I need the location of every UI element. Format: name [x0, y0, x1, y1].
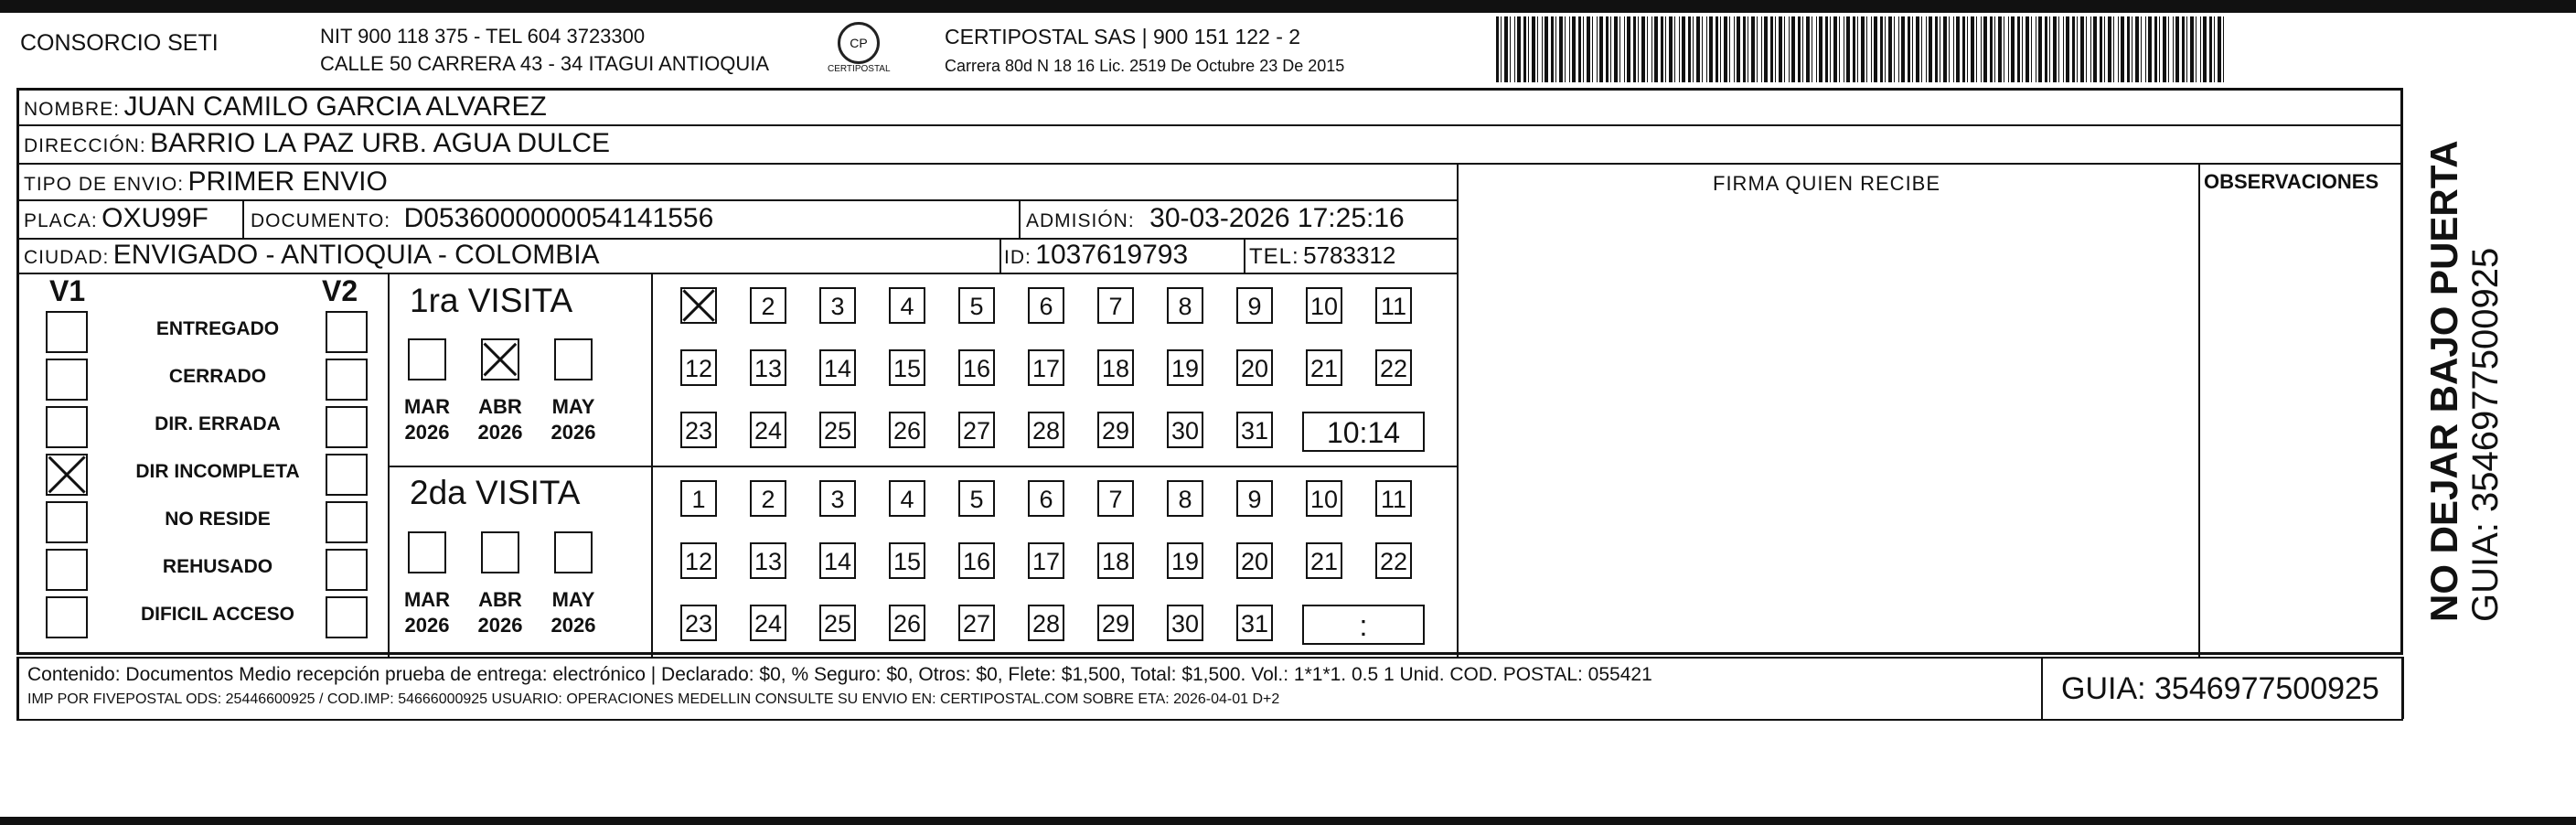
nombre-value: JUAN CAMILO GARCIA ALVAREZ	[123, 91, 547, 122]
row-line	[16, 273, 1457, 274]
day-box[interactable]: 11	[1375, 287, 1412, 324]
placa-value: OXU99F	[102, 203, 208, 233]
tipo-value: PRIMER ENVIO	[187, 166, 388, 197]
v2-checkbox[interactable]	[326, 549, 368, 591]
day-box[interactable]: 18	[1097, 349, 1134, 386]
day-box[interactable]: 25	[819, 412, 856, 448]
placa-divider	[242, 199, 244, 238]
v1-checkbox[interactable]	[46, 501, 88, 543]
v2-checkbox[interactable]	[326, 406, 368, 448]
month-name: ABR	[478, 395, 522, 418]
nit-line: NIT 900 118 375 - TEL 604 3723300	[320, 25, 646, 48]
day-box[interactable]: 22	[1375, 542, 1412, 579]
nombre-row	[24, 91, 547, 123]
v2-checkbox[interactable]	[326, 311, 368, 353]
v1-label: V1	[49, 274, 86, 307]
day-box[interactable]: 7	[1097, 480, 1134, 517]
nombre-label: NOMBRE:	[24, 99, 121, 120]
visit-separator	[388, 466, 1457, 467]
logo-caption: CERTIPOSTAL	[828, 64, 891, 74]
month-year: 2026	[550, 421, 596, 444]
day-box[interactable]: 5	[958, 480, 995, 517]
documento-label: DOCUMENTO:	[251, 210, 391, 231]
footer-right	[2401, 657, 2404, 719]
day-box[interactable]: 12	[680, 542, 717, 579]
day-box[interactable]: 6	[1028, 287, 1064, 324]
day-box[interactable]: 22	[1375, 349, 1412, 386]
admision-label: ADMISIÓN:	[1026, 210, 1135, 231]
imp-line: IMP POR FIVEPOSTAL ODS: 25446600925 / COD.IMP: 54666000925 USUARIO: OPERACIONES MEDELLIN CONSULTE SU ENVIO EN: CERTIPOSTAL.COM SOBRE ETA: 2026-04-01 D+2	[27, 691, 1280, 707]
top-border	[0, 0, 2576, 13]
time-box[interactable]: 10:14	[1302, 412, 1425, 452]
firma-divider	[1457, 163, 1459, 657]
v1-checkbox[interactable]	[46, 359, 88, 401]
tel-label: TEL:	[1249, 244, 1299, 269]
month-name: MAY	[551, 588, 595, 611]
admision-value: 30-03-2026 17:25:16	[1149, 203, 1405, 233]
day-box[interactable]: 4	[889, 480, 925, 517]
day-box[interactable]: 31	[1236, 412, 1273, 448]
admision-row	[1026, 203, 1405, 234]
certipostal-logo: CP	[838, 22, 880, 64]
day-box[interactable]: 31	[1236, 605, 1273, 641]
day-box[interactable]: 16	[958, 542, 995, 579]
admision-divider	[1019, 199, 1021, 238]
time-box[interactable]: :	[1302, 605, 1425, 645]
day-box[interactable]: 27	[958, 605, 995, 641]
day-box[interactable]: 14	[819, 542, 856, 579]
v1-checkbox[interactable]	[46, 454, 88, 496]
day-box[interactable]: 24	[750, 605, 786, 641]
status-label: NO RESIDE	[165, 509, 271, 530]
day-box[interactable]: 21	[1306, 349, 1342, 386]
month-name: MAY	[551, 395, 595, 418]
placa-row	[24, 203, 208, 234]
day-box[interactable]: 19	[1167, 349, 1203, 386]
status-label: CERRADO	[168, 366, 267, 387]
month-year: 2026	[404, 421, 450, 444]
operator-line: CERTIPOSTAL SAS | 900 151 122 - 2	[945, 25, 1301, 48]
ciudad-label: CIUDAD:	[24, 247, 110, 268]
direccion-value: BARRIO LA PAZ URB. AGUA DULCE	[150, 128, 611, 158]
tel-divider	[1244, 238, 1245, 273]
day-box[interactable]: 20	[1236, 349, 1273, 386]
ciudad-row	[24, 240, 600, 271]
observaciones-label: OBSERVACIONES	[2204, 170, 2379, 193]
bottom-border	[0, 817, 2576, 825]
barcode	[1496, 16, 2228, 82]
day-box[interactable]: 2	[750, 480, 786, 517]
day-box[interactable]	[680, 287, 717, 324]
day-box[interactable]: 3	[819, 480, 856, 517]
tipo-row	[24, 166, 388, 198]
v2-label: V2	[322, 274, 358, 307]
v2-checkbox[interactable]	[326, 596, 368, 638]
documento-row	[251, 203, 713, 234]
row-line	[16, 199, 1457, 201]
v2-checkbox[interactable]	[326, 359, 368, 401]
guia-divider	[2041, 657, 2043, 719]
direccion-row	[24, 128, 610, 159]
day-box[interactable]: 27	[958, 412, 995, 448]
status-label: DIR INCOMPLETA	[135, 461, 300, 482]
license-line: Carrera 80d N 18 16 Lic. 2519 De Octubre 23 De 2015	[945, 57, 1345, 75]
month-name: MAR	[403, 395, 451, 418]
days-divider	[651, 274, 653, 657]
day-box[interactable]: 7	[1097, 287, 1134, 324]
day-box[interactable]: 15	[889, 542, 925, 579]
day-box[interactable]: 23	[680, 412, 717, 448]
v1-checkbox[interactable]	[46, 311, 88, 353]
day-box[interactable]: 28	[1028, 412, 1064, 448]
day-box[interactable]: 3	[819, 287, 856, 324]
day-box[interactable]: 26	[889, 605, 925, 641]
day-box[interactable]: 26	[889, 412, 925, 448]
day-box[interactable]: 17	[1028, 349, 1064, 386]
placa-label: PLACA:	[24, 210, 98, 231]
side-warning: NO DEJAR BAJO PUERTA	[2422, 140, 2465, 622]
day-box[interactable]: 8	[1167, 287, 1203, 324]
row-line	[16, 163, 2403, 165]
month-name: ABR	[478, 588, 522, 611]
status-label: ENTREGADO	[155, 318, 280, 339]
day-box[interactable]: 9	[1236, 287, 1273, 324]
day-box[interactable]: 15	[889, 349, 925, 386]
day-box[interactable]: 1	[680, 480, 717, 517]
id-label: ID:	[1004, 247, 1031, 268]
status-label: REHUSADO	[162, 556, 273, 577]
tipo-label: TIPO DE ENVIO:	[24, 174, 185, 195]
row-line	[16, 124, 2403, 126]
row-line	[16, 657, 2403, 659]
tel-row	[1249, 241, 1395, 270]
day-box[interactable]: 13	[750, 349, 786, 386]
id-divider	[999, 238, 1001, 273]
direccion-label: DIRECCIÓN:	[24, 135, 146, 156]
visit1-title: 1ra VISITA	[410, 282, 573, 319]
obs-divider	[2198, 163, 2200, 657]
day-box[interactable]: 21	[1306, 542, 1342, 579]
month-year: 2026	[550, 614, 596, 637]
v2-checkbox[interactable]	[326, 454, 368, 496]
address-line: CALLE 50 CARRERA 43 - 34 ITAGUI ANTIOQUIA	[320, 52, 770, 75]
month-checkbox[interactable]	[408, 338, 446, 380]
side-guia: GUIA: 3546977500925	[2465, 247, 2506, 622]
side-text	[2423, 140, 2506, 622]
month-checkbox[interactable]	[481, 531, 519, 573]
day-box[interactable]: 17	[1028, 542, 1064, 579]
visit2-title: 2da VISITA	[410, 474, 581, 511]
day-box[interactable]: 29	[1097, 412, 1134, 448]
day-box[interactable]: 10	[1306, 287, 1342, 324]
month-year: 2026	[477, 421, 523, 444]
day-box[interactable]: 18	[1097, 542, 1134, 579]
day-box[interactable]: 23	[680, 605, 717, 641]
month-name: MAR	[403, 588, 451, 611]
day-box[interactable]: 19	[1167, 542, 1203, 579]
day-box[interactable]: 10	[1306, 480, 1342, 517]
company-name: CONSORCIO SETI	[20, 30, 219, 56]
month-year: 2026	[477, 614, 523, 637]
day-box[interactable]: 2	[750, 287, 786, 324]
month-year: 2026	[404, 614, 450, 637]
id-row	[1004, 240, 1188, 271]
day-box[interactable]: 13	[750, 542, 786, 579]
month-checkbox[interactable]	[554, 338, 593, 380]
footer-bottom	[16, 719, 2403, 721]
day-box[interactable]: 25	[819, 605, 856, 641]
tel-value: 5783312	[1303, 241, 1396, 269]
month-checkbox[interactable]	[481, 338, 519, 380]
ciudad-value: ENVIGADO - ANTIOQUIA - COLOMBIA	[112, 240, 600, 270]
day-box[interactable]: 30	[1167, 605, 1203, 641]
firma-label: FIRMA QUIEN RECIBE	[1713, 172, 1941, 195]
day-box[interactable]: 30	[1167, 412, 1203, 448]
day-box[interactable]: 12	[680, 349, 717, 386]
month-checkbox[interactable]	[408, 531, 446, 573]
day-box[interactable]: 14	[819, 349, 856, 386]
v2-checkbox[interactable]	[326, 501, 368, 543]
day-box[interactable]: 8	[1167, 480, 1203, 517]
v1-checkbox[interactable]	[46, 549, 88, 591]
contenido-line: Contenido: Documentos Medio recepción prueba de entrega: electrónico | Declarado: $0, % Seguro: $0, Otros: $0, Flete: $1,500, Total: $1,500. Vol.: 1*1*1. 0.5 1 Unid. COD. POSTAL: 055421	[27, 664, 1652, 685]
day-box[interactable]: 28	[1028, 605, 1064, 641]
day-box[interactable]: 16	[958, 349, 995, 386]
day-box[interactable]: 24	[750, 412, 786, 448]
footer-guia: GUIA: 3546977500925	[2061, 671, 2379, 706]
id-value: 1037619793	[1035, 240, 1189, 270]
v1-checkbox[interactable]	[46, 596, 88, 638]
day-box[interactable]: 29	[1097, 605, 1134, 641]
v1-checkbox[interactable]	[46, 406, 88, 448]
day-box[interactable]: 20	[1236, 542, 1273, 579]
status-label: DIFICIL ACCESO	[140, 604, 294, 625]
day-box[interactable]: 4	[889, 287, 925, 324]
day-box[interactable]: 5	[958, 287, 995, 324]
day-box[interactable]: 9	[1236, 480, 1273, 517]
month-checkbox[interactable]	[554, 531, 593, 573]
footer-left	[16, 657, 19, 719]
day-box[interactable]: 11	[1375, 480, 1412, 517]
day-box[interactable]: 6	[1028, 480, 1064, 517]
documento-value: D0536000000054141556	[403, 203, 714, 233]
status-label: DIR. ERRADA	[155, 413, 281, 434]
